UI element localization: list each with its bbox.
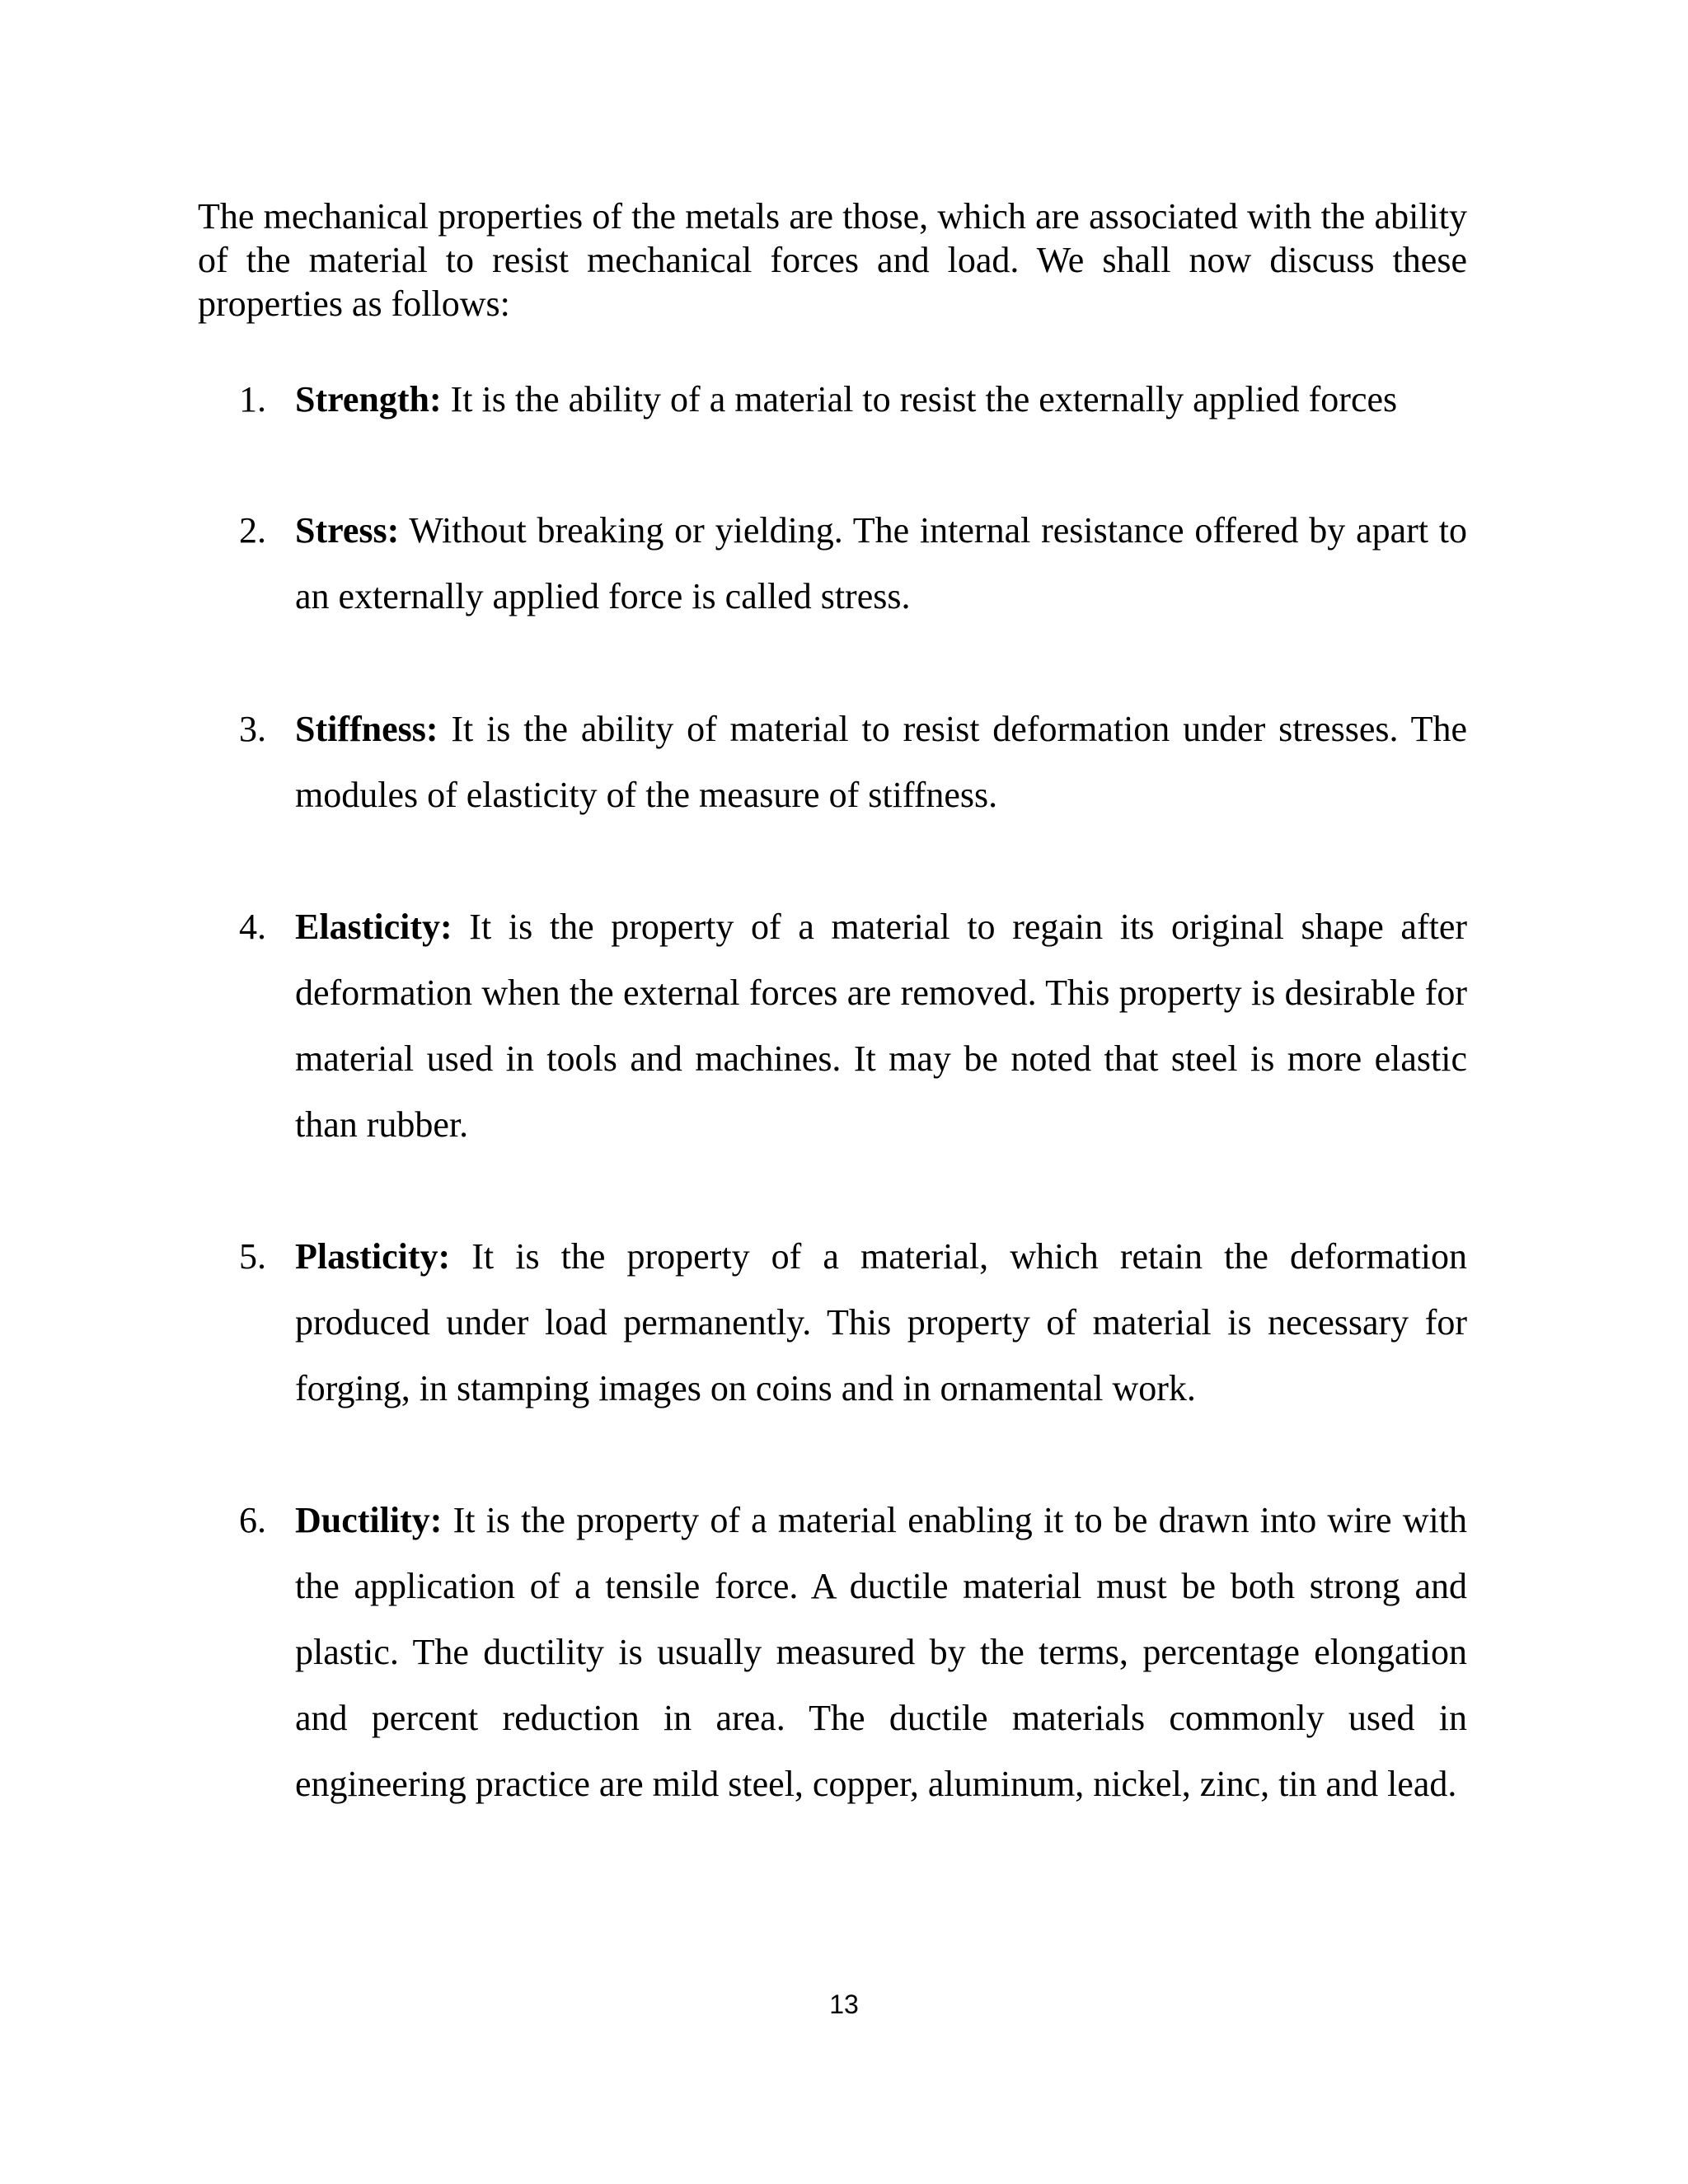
term-definition: It is the property of a material, which retain the deformation produced under load permanently. This property of material is necessary for forging, in stamping images on coins and in ornamental work. [295,1236,1467,1408]
list-number: 6. [239,1500,266,1540]
term-label: Plasticity: [295,1236,451,1277]
intro-paragraph: The mechanical properties of the metals are those, which are associated with the ability of the material to resist mechanical forces and load. We shall now discuss these properties as follows: [198,196,1467,324]
list-item-text [295,696,1467,828]
term-definition: Without breaking or yielding. The internal resistance offered by apart to an externally applied force is called stress. [295,510,1467,616]
list-item-ductility [239,1488,1467,1817]
term-label: Ductility: [295,1500,443,1540]
term-label: Elasticity: [295,907,452,947]
list-number: 1. [239,379,266,419]
list-number: 2. [239,510,266,551]
term-definition: It is the property of a material to regain its original shape after deformation when the external forces are removed. This property is desirable for material used in tools and machines. It may be noted that steel is more elastic than rubber. [295,907,1467,1145]
list-item-text [295,894,1467,1158]
page-number: 13 [829,1990,859,2019]
list-item-elasticity [239,894,1467,1158]
term-label: Stress: [295,510,400,551]
term-definition: It is the ability of a material to resist the externally applied forces [441,379,1398,419]
term-label: Stiffness: [295,709,438,749]
list-item-strength [239,367,1467,433]
term-definition: It is the property of a material enabling it to be drawn into wire with the application of a tensile force. A ductile material must be both strong and plastic. The ductility is usually measured by the terms, percentage elongation and percent reduction in area. The ductile materials commonly used in engineering practice are mild steel, copper, aluminum, nickel, zinc, tin and lead. [295,1500,1467,1804]
term-label: Strength: [295,379,442,419]
list-item-stiffness [239,696,1467,828]
list-number: 4. [239,907,266,947]
list-item-text [295,367,1467,433]
list-item-text [295,498,1467,630]
list-item-stress [239,498,1467,630]
list-number: 3. [239,709,266,749]
term-definition: It is the ability of material to resist deformation under stresses. The modules of elasticity of the measure of stiffness. [295,709,1467,815]
list-item-text [295,1488,1467,1817]
list-number: 5. [239,1236,266,1277]
list-item-plasticity [239,1224,1467,1422]
list-item-text [295,1224,1467,1422]
